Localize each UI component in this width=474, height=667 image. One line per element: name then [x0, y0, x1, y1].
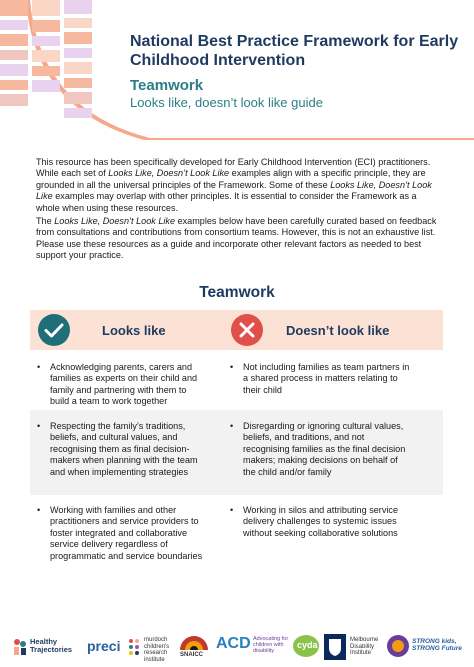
looks-like-item: • Respecting the family’s traditions, beliefs, and cultural values, and recognising them as final decision-makers when planning with the team and when implementing strategies — [37, 421, 198, 477]
looks-like-item: • Acknowledging parents, carers and families as experts on their child and family and partnering with them to build a team to work together — [37, 362, 198, 407]
page-title: National Best Practice Framework for Early Childhood Intervention — [130, 33, 459, 69]
emphasis-text: Looks Like, Doesn’t Look Like — [36, 179, 432, 202]
university-crest-icon — [324, 634, 346, 660]
intro-paragraph-2 — [36, 216, 440, 262]
doesnt-look-like-heading: Doesn’t look like — [286, 323, 390, 338]
footer-logos — [0, 628, 474, 664]
paragraph-text: examples align with a specific principle, they are grounded in all the universal principles of the Framework. Some of these — [36, 168, 426, 190]
healthy-trajectories-logo: Healthy Trajectories — [30, 637, 73, 654]
acd-logo: ACD — [216, 635, 251, 652]
header — [0, 0, 474, 140]
paragraph-text: This resource has been specifically developed for Early Childhood Intervention (ECI) practitioners. While each set of — [36, 157, 431, 179]
murdoch-logo-icon — [128, 638, 142, 656]
page-subtitle: Teamwork — [130, 77, 204, 94]
doesnt-look-like-item: • Disregarding or ignoring cultural values, beliefs, and traditions, and not recognising families as the final decision makers; making decisions on behalf of the child and/or family — [230, 421, 406, 477]
emphasis-text: Looks Like, Doesn’t Look Like — [108, 168, 230, 179]
looks-like-heading: Looks like — [102, 323, 166, 338]
mdi-logo: Melbourne Disability Institute — [350, 637, 379, 656]
check-circle-icon — [37, 313, 71, 347]
bullet-icon: • — [37, 421, 41, 431]
bullet-icon: • — [230, 362, 234, 372]
bullet-icon: • — [230, 421, 234, 431]
cross-circle-icon — [230, 313, 264, 347]
header-decoration — [0, 0, 474, 140]
guide-label: Looks like, doesn’t look like guide — [130, 95, 323, 110]
intro-paragraph-1 — [36, 157, 440, 214]
paragraph-text: examples may overlap with other principles. It is essential to consider the Framework as a whole when using these resources. — [36, 191, 417, 213]
strong-kids-logo: STRONG kids, STRONG Future — [412, 638, 462, 652]
bullet-icon: • — [37, 505, 41, 515]
healthy-trajectories-logo-icon — [12, 638, 28, 656]
looks-like-item: • Working with families and other practitioners and service providers to foster integrated and collaborative service delivery regardless of programmatic and service boundaries — [37, 505, 203, 561]
acd-tagline: Advocating for children with disability — [253, 636, 289, 654]
strong-kids-logo-icon — [386, 634, 410, 658]
paragraph-text: The — [36, 216, 55, 226]
emphasis-text: Looks Like, Doesn’t Look Like — [54, 216, 176, 226]
doesnt-look-like-item: • Working in silos and attributing service delivery challenges to systemic issues without seeking collaborative solutions — [230, 505, 399, 538]
murdoch-logo: murdoch children's research institute — [144, 637, 170, 663]
section-title: Teamwork — [199, 284, 275, 301]
bullet-icon: • — [230, 505, 234, 515]
paragraph-text: examples below have been carefully curated based on feedback from consultations and contributions from consortium teams. However, this is not an exhaustive list. Please use these resources as a guide and incorporate other relevant factors as needed to best support your practice. — [36, 216, 437, 261]
bullet-icon: • — [37, 362, 41, 372]
snaicc-logo: SNAICC — [180, 652, 204, 658]
cyda-logo: cyda — [297, 640, 318, 650]
doesnt-look-like-item: • Not including families as team partners in a shared process in matters relating to their child — [230, 362, 410, 395]
preci-logo: preci — [87, 638, 121, 654]
